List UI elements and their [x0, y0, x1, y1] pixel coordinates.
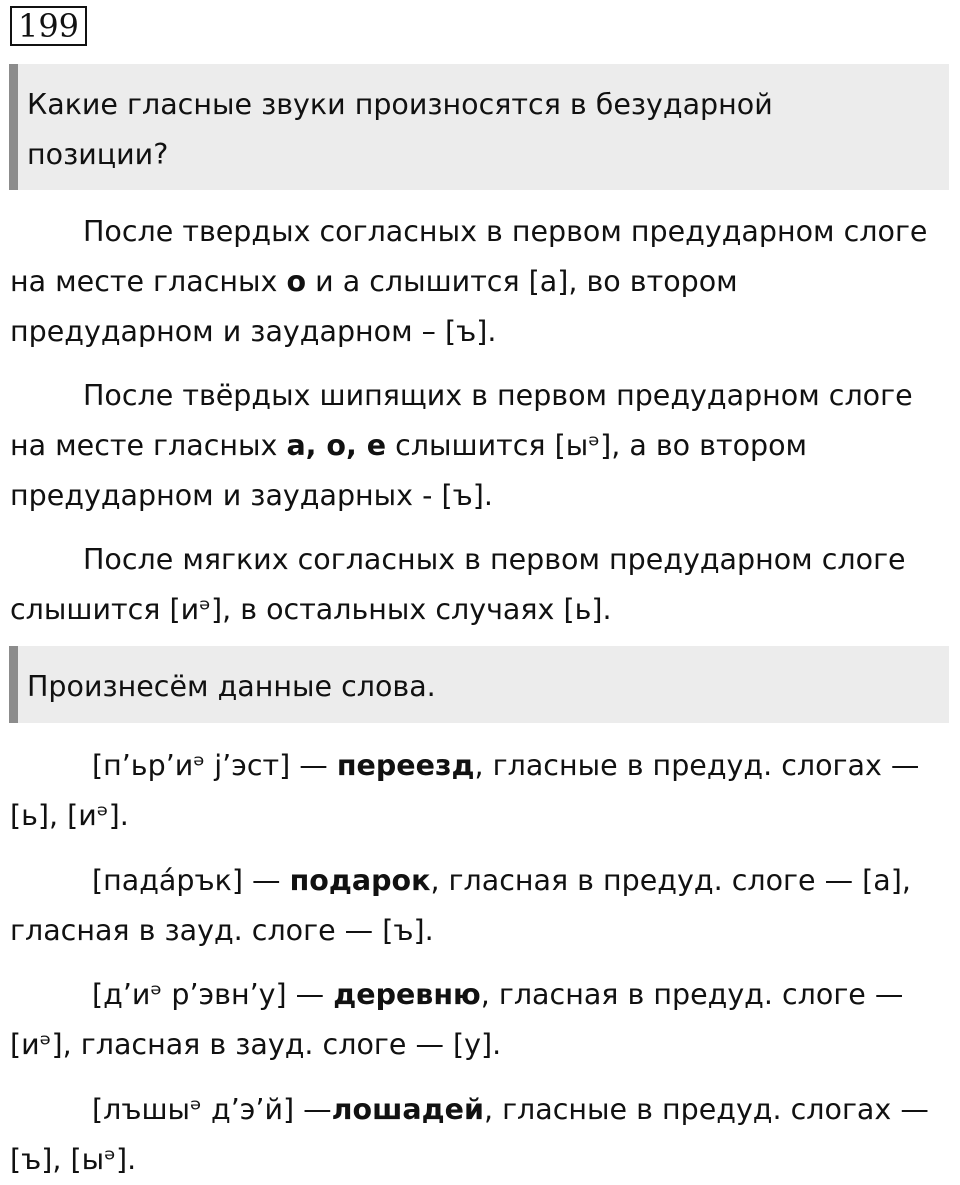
transcription: [д’иᵊ р’эвн’у] — [92, 978, 334, 1011]
question-box-vowels [9, 64, 949, 190]
example-podarok [10, 856, 956, 956]
task-number: 199 [10, 6, 87, 46]
example-derevnyu [10, 970, 956, 1070]
paragraph-line [10, 257, 956, 307]
example-line: [ъ], [ыᵊ]. [10, 1143, 137, 1176]
example-line [10, 741, 956, 791]
text-span: на месте гласных [10, 429, 287, 462]
paragraph-hard-sibilants [10, 371, 956, 521]
question-line: Произнесём данные слова. [27, 670, 436, 703]
example-loshadey [10, 1085, 956, 1185]
example-word: подарок [289, 864, 431, 897]
paragraph-line [10, 421, 956, 471]
text-span: , гласная в предуд. слоге — [480, 978, 904, 1011]
example-pereezd [10, 741, 956, 841]
question-line: Какие гласные звуки произносятся в безударной [27, 88, 773, 121]
text-span: и а слышится [а], во втором [306, 265, 738, 298]
text-span: , гласные в предуд. слогах — [483, 1093, 929, 1126]
text-span: слышится [ыᵊ], а во втором [386, 429, 808, 462]
paragraph-line: После мягких согласных в первом предударном слоге [83, 543, 906, 576]
bold-letters: о [286, 265, 307, 298]
transcription: [п’ьр’иᵊ j’эст] — [92, 749, 337, 782]
transcription: [пада́рък] — [92, 864, 290, 897]
paragraph-line: После твердых согласных в первом предударном слоге [83, 215, 928, 248]
paragraph-line: После твёрдых шипящих в первом предударном слоге [83, 379, 913, 412]
example-line [10, 970, 956, 1020]
paragraph-line: слышится [иᵊ], в остальных случаях [ь]. [10, 593, 612, 626]
text-span: на месте гласных [10, 265, 287, 298]
example-word: лошадей [331, 1093, 484, 1126]
example-line [10, 856, 956, 906]
example-line: гласная в зауд. слоге — [ъ]. [10, 914, 434, 947]
paragraph-line: предударном и заударных - [ъ]. [10, 479, 493, 512]
paragraph-line: предударном и заударном – [ъ]. [10, 315, 497, 348]
question-box-pronounce [9, 646, 949, 723]
paragraph-soft-consonants [10, 535, 956, 635]
example-word: переезд [336, 749, 475, 782]
transcription: [лъшыᵊ д’э’й] — [92, 1093, 332, 1126]
example-word: деревню [333, 978, 481, 1011]
example-line: [ь], [иᵊ]. [10, 799, 129, 832]
bold-letters: а, о, е [286, 429, 387, 462]
example-line: [иᵊ], гласная в зауд. слоге — [у]. [10, 1028, 502, 1061]
text-span: , гласная в предуд. слоге — [а], [430, 864, 911, 897]
paragraph-hard-consonants [10, 207, 956, 357]
text-span: , гласные в предуд. слогах — [474, 749, 920, 782]
example-line [10, 1085, 956, 1135]
question-line: позиции? [27, 138, 169, 171]
